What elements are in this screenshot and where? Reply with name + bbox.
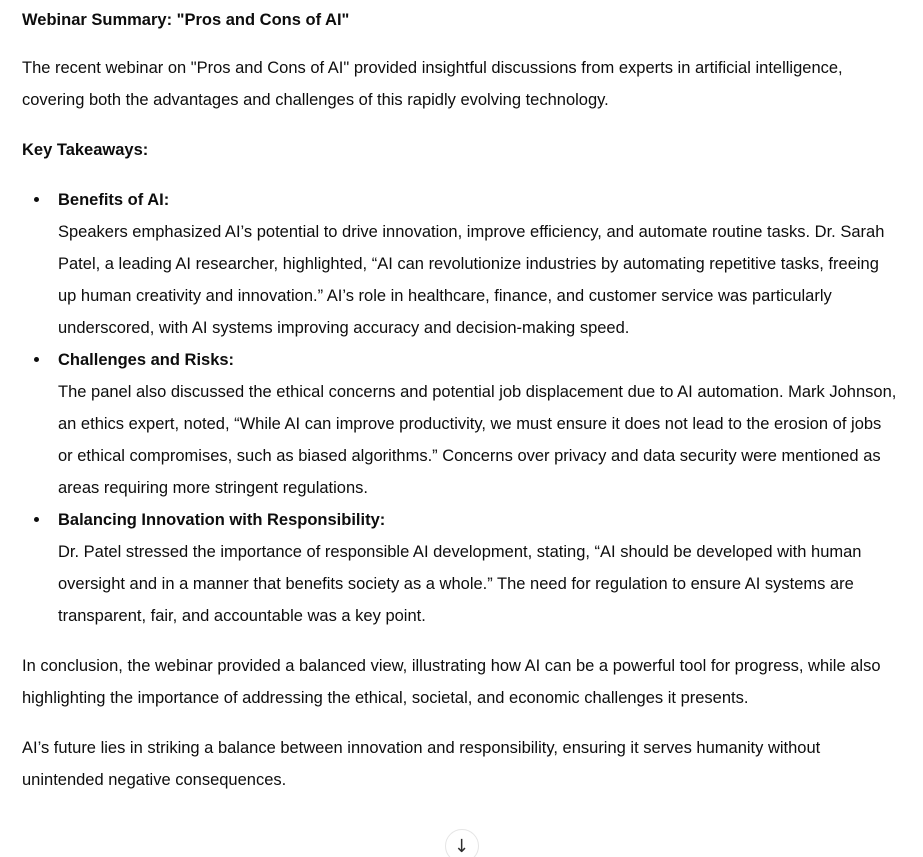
list-item-body: Dr. Patel stressed the importance of responsible AI development, stating, “AI should be developed with human oversight and in a manner that benefits society as a whole.” The need for regulation to ensure AI systems are transparent, fair, and accountable was a key point.: [58, 543, 862, 625]
scroll-to-bottom-button[interactable]: [445, 829, 479, 857]
list-item-label: Balancing Innovation with Responsibility:: [58, 511, 386, 529]
intro-paragraph: The recent webinar on "Pros and Cons of AI" provided insightful discussions from experts in artificial intelligence, covering both the advantages and challenges of this rapidly evolving technology.: [22, 59, 843, 109]
conclusion-paragraph: In conclusion, the webinar provided a balanced view, illustrating how AI can be a powerful tool for progress, while also highlighting the importance of addressing the ethical, societal, and economic challenges it presents.: [22, 657, 881, 707]
bullet-icon: [34, 197, 39, 202]
closing-paragraph: AI’s future lies in striking a balance between innovation and responsibility, ensuring it serves humanity without unintended negative consequences.: [22, 739, 821, 789]
list-item-label: Challenges and Risks:: [58, 351, 235, 369]
key-takeaways-heading: Key Takeaways:: [22, 141, 149, 159]
arrow-down-icon: ↓: [453, 836, 470, 857]
list-item-label: Benefits of AI:: [58, 191, 170, 209]
document-title: Webinar Summary: "Pros and Cons of AI": [22, 11, 350, 29]
list-item-body: Speakers emphasized AI’s potential to drive innovation, improve efficiency, and automate routine tasks. Dr. Sarah Patel, a leading AI researcher, highlighted, “AI can revolutionize industries by automating repetitive tasks, freeing up human creativity and innovation.” AI’s role in healthcare, finance, and customer service was particularly underscored, with AI systems improving accuracy and decision-making speed.: [58, 223, 885, 337]
bullet-icon: [34, 517, 39, 522]
list-item-challenges-and-risks: [22, 344, 897, 504]
list-item-benefits-of-ai: [22, 184, 897, 344]
list-item-body: The panel also discussed the ethical concerns and potential job displacement due to AI automation. Mark Johnson, an ethics expert, noted, “While AI can improve productivity, we must ensure it does not lead to the erosion of jobs or ethical compromises, such as biased algorithms.” Concerns over privacy and data security were mentioned as areas requiring more stringent regulations.: [58, 383, 897, 497]
list-item-balancing-innovation: [22, 504, 897, 632]
bullet-icon: [34, 357, 39, 362]
key-takeaways-list: [22, 184, 897, 632]
